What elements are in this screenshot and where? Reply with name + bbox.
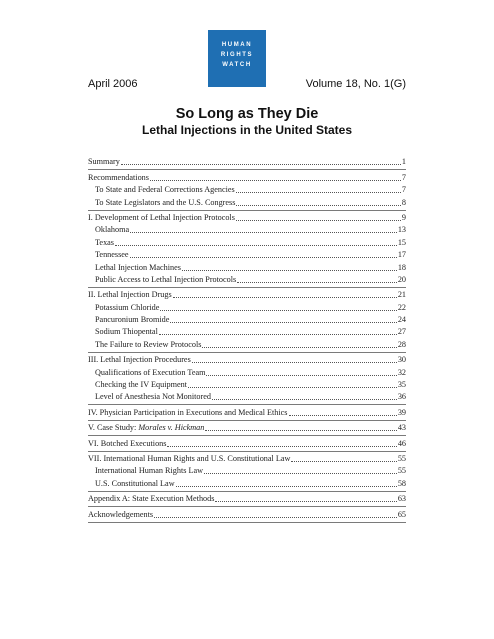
toc-subentry[interactable] bbox=[88, 235, 406, 247]
dot-leader bbox=[188, 387, 397, 388]
dot-leader bbox=[160, 310, 396, 311]
toc-section bbox=[88, 421, 406, 436]
toc-page-number: 7 bbox=[401, 172, 406, 182]
toc-entry-title-text: Checking the IV Equipment bbox=[95, 380, 187, 390]
toc-entry-title bbox=[88, 439, 166, 449]
dot-leader bbox=[167, 446, 396, 447]
toc-entry[interactable] bbox=[88, 353, 406, 365]
toc-entry[interactable] bbox=[88, 288, 406, 300]
toc-page-number: 8 bbox=[401, 197, 406, 207]
toc-page-number: 17 bbox=[397, 250, 406, 260]
report-subtitle: Lethal Injections in the United States bbox=[141, 123, 353, 137]
dot-leader bbox=[206, 375, 396, 376]
toc-entry[interactable] bbox=[88, 436, 406, 448]
dot-leader bbox=[204, 473, 397, 474]
toc-page-number: 9 bbox=[401, 212, 406, 222]
toc-entry-title-italic: Morales v. Hickman bbox=[138, 423, 205, 433]
toc-entry-title bbox=[95, 327, 158, 337]
toc-page-number: 18 bbox=[397, 262, 406, 272]
toc-page-number: 30 bbox=[397, 355, 406, 365]
toc-entry-title-text: Appendix A: State Execution Methods bbox=[88, 494, 215, 504]
toc-page-number: 55 bbox=[397, 466, 406, 476]
toc-entry-title-text: Tennessee bbox=[95, 250, 129, 260]
toc-entry-title bbox=[88, 213, 235, 223]
toc-entry[interactable] bbox=[88, 507, 406, 519]
dot-leader bbox=[236, 220, 401, 221]
toc-entry-title bbox=[95, 250, 129, 260]
toc-entry-title bbox=[88, 173, 149, 183]
dot-leader bbox=[159, 334, 397, 335]
toc-entry-title-text: I. Development of Lethal Injection Protocols bbox=[88, 212, 235, 222]
toc-subentry[interactable] bbox=[88, 183, 406, 195]
toc-entry-title-text: Recommendations bbox=[88, 172, 149, 182]
dot-leader bbox=[121, 164, 401, 165]
toc-section bbox=[88, 492, 406, 507]
toc-entry-title-text: III. Lethal Injection Procedures bbox=[88, 355, 191, 365]
toc-entry-title bbox=[88, 408, 288, 418]
dot-leader bbox=[212, 399, 397, 400]
toc-section bbox=[88, 507, 406, 522]
toc-entry-title bbox=[95, 340, 201, 350]
toc-entry-title bbox=[88, 157, 120, 167]
publication-date: April 2006 bbox=[88, 78, 138, 90]
toc-subentry[interactable] bbox=[88, 325, 406, 337]
toc-page-number: 22 bbox=[397, 302, 406, 312]
toc-entry-title-text: To State and Federal Corrections Agencies bbox=[95, 185, 235, 195]
toc-entry[interactable] bbox=[88, 421, 406, 433]
toc-page-number: 58 bbox=[397, 478, 406, 488]
toc-entry-title bbox=[95, 466, 203, 476]
dot-leader bbox=[176, 486, 397, 487]
toc-section bbox=[88, 211, 406, 288]
toc-subentry[interactable] bbox=[88, 195, 406, 207]
toc-entry-title bbox=[95, 368, 205, 378]
dot-leader bbox=[192, 362, 397, 363]
toc-section bbox=[88, 436, 406, 451]
toc-page-number: 32 bbox=[397, 367, 406, 377]
logo-line-3: WATCH bbox=[222, 62, 252, 68]
toc-entry-title-text: Oklahoma bbox=[95, 225, 130, 235]
dot-leader bbox=[130, 257, 397, 258]
toc-entry-title-text: Qualifications of Execution Team bbox=[95, 367, 206, 377]
toc-entry-title bbox=[95, 479, 175, 489]
toc-entry[interactable] bbox=[88, 452, 406, 464]
toc-page-number: 65 bbox=[397, 509, 406, 519]
toc-page-number: 55 bbox=[397, 453, 406, 463]
toc-entry-title-text: VI. Botched Executions bbox=[88, 438, 167, 448]
toc-entry-title bbox=[95, 303, 159, 313]
toc-entry-title bbox=[95, 225, 129, 235]
toc-page-number: 20 bbox=[397, 274, 406, 284]
toc-entry-title-text: U.S. Constitutional Law bbox=[95, 478, 175, 488]
toc-entry-title bbox=[88, 454, 290, 464]
dot-leader bbox=[130, 232, 397, 233]
toc-subentry[interactable] bbox=[88, 390, 406, 402]
toc-page-number: 24 bbox=[397, 315, 406, 325]
toc-entry-title-text: Level of Anesthesia Not Monitored bbox=[95, 392, 211, 402]
toc-entry-title bbox=[88, 290, 172, 300]
dot-leader bbox=[115, 245, 397, 246]
dot-leader bbox=[236, 205, 400, 206]
toc-entry-title bbox=[88, 423, 204, 433]
toc-entry[interactable] bbox=[88, 155, 406, 167]
toc-page-number: 43 bbox=[397, 423, 406, 433]
dot-leader bbox=[236, 192, 401, 193]
toc-page-number: 1 bbox=[401, 157, 406, 167]
toc-entry-title-text: Pancuronium Bromide bbox=[95, 315, 170, 325]
toc-entry-title-text: IV. Physician Participation in Executions and Medical Ethics bbox=[88, 407, 288, 417]
toc-subentry[interactable] bbox=[88, 365, 406, 377]
toc-entry-title-text: The Failure to Review Protocols bbox=[95, 339, 202, 349]
dot-leader bbox=[237, 282, 397, 283]
toc-entry-title bbox=[88, 510, 153, 520]
toc-subentry[interactable] bbox=[88, 260, 406, 272]
toc-page-number: 36 bbox=[397, 392, 406, 402]
dot-leader bbox=[291, 461, 396, 462]
toc-entry-title-text: International Human Rights Law bbox=[95, 466, 204, 476]
volume-number: Volume 18, No. 1(G) bbox=[305, 78, 406, 90]
toc-entry[interactable] bbox=[88, 405, 406, 417]
toc-entry-title-text: Acknowledgements bbox=[88, 509, 154, 519]
toc-entry-title-text: Public Access to Lethal Injection Protocols bbox=[95, 274, 237, 284]
toc-subentry[interactable] bbox=[88, 476, 406, 488]
table-of-contents bbox=[88, 155, 406, 523]
toc-page-number: 39 bbox=[397, 407, 406, 417]
toc-page-number: 21 bbox=[397, 290, 406, 300]
toc-subentry[interactable] bbox=[88, 300, 406, 312]
toc-entry[interactable] bbox=[88, 211, 406, 223]
toc-page-number: 28 bbox=[397, 339, 406, 349]
toc-page-number: 46 bbox=[397, 438, 406, 448]
toc-section bbox=[88, 288, 406, 353]
toc-entry-title-text: Summary bbox=[88, 157, 120, 167]
toc-entry[interactable] bbox=[88, 170, 406, 182]
toc-subentry[interactable] bbox=[88, 464, 406, 476]
dot-leader bbox=[202, 347, 396, 348]
dot-leader bbox=[205, 430, 396, 431]
toc-section bbox=[88, 170, 406, 210]
dot-leader bbox=[170, 322, 396, 323]
dot-leader bbox=[289, 415, 397, 416]
toc-entry-title bbox=[95, 198, 235, 208]
toc-subentry[interactable] bbox=[88, 248, 406, 260]
toc-section bbox=[88, 155, 406, 170]
toc-entry-title-text: VII. International Human Rights and U.S. Constitutional Law bbox=[88, 453, 291, 463]
toc-entry-title bbox=[95, 380, 187, 390]
toc-section bbox=[88, 452, 406, 492]
toc-page-number: 27 bbox=[397, 327, 406, 337]
toc-subentry[interactable] bbox=[88, 337, 406, 349]
toc-entry-title bbox=[95, 315, 169, 325]
toc-entry-title bbox=[88, 494, 214, 504]
toc-page-number: 13 bbox=[397, 225, 406, 235]
toc-section bbox=[88, 405, 406, 420]
toc-page-number: 35 bbox=[397, 380, 406, 390]
logo-line-2: RIGHTS bbox=[220, 52, 254, 58]
toc-entry-title-text: Texas bbox=[95, 237, 114, 247]
toc-entry-title-text: To State Legislators and the U.S. Congress bbox=[95, 197, 236, 207]
toc-entry[interactable] bbox=[88, 492, 406, 504]
toc-subentry[interactable] bbox=[88, 378, 406, 390]
dot-leader bbox=[215, 501, 396, 502]
toc-entry-title bbox=[95, 275, 236, 285]
toc-entry-title bbox=[95, 238, 114, 248]
toc-entry-title bbox=[95, 392, 211, 402]
toc-section bbox=[88, 353, 406, 406]
toc-subentry[interactable] bbox=[88, 223, 406, 235]
toc-entry-title-text: II. Lethal Injection Drugs bbox=[88, 290, 172, 300]
toc-entry-title bbox=[95, 185, 235, 195]
report-title: So Long as They Die bbox=[175, 106, 319, 122]
toc-subentry[interactable] bbox=[88, 273, 406, 285]
toc-entry-title-text: V. Case Study: bbox=[88, 423, 139, 433]
toc-entry-title-text: Potassium Chloride bbox=[95, 302, 160, 312]
toc-page-number: 7 bbox=[401, 185, 406, 195]
logo-line-1: HUMAN bbox=[221, 42, 253, 48]
toc-subentry[interactable] bbox=[88, 313, 406, 325]
human-rights-watch-logo bbox=[208, 30, 266, 87]
toc-entry-title-text: Sodium Thiopental bbox=[95, 327, 158, 337]
toc-entry-title bbox=[88, 355, 191, 365]
toc-page-number: 15 bbox=[397, 237, 406, 247]
toc-entry-title-text: Lethal Injection Machines bbox=[95, 262, 181, 272]
dot-leader bbox=[150, 180, 401, 181]
dot-leader bbox=[182, 270, 397, 271]
toc-page-number: 63 bbox=[397, 494, 406, 504]
toc-entry-title bbox=[95, 263, 181, 273]
dot-leader bbox=[154, 517, 397, 518]
dot-leader bbox=[173, 297, 397, 298]
